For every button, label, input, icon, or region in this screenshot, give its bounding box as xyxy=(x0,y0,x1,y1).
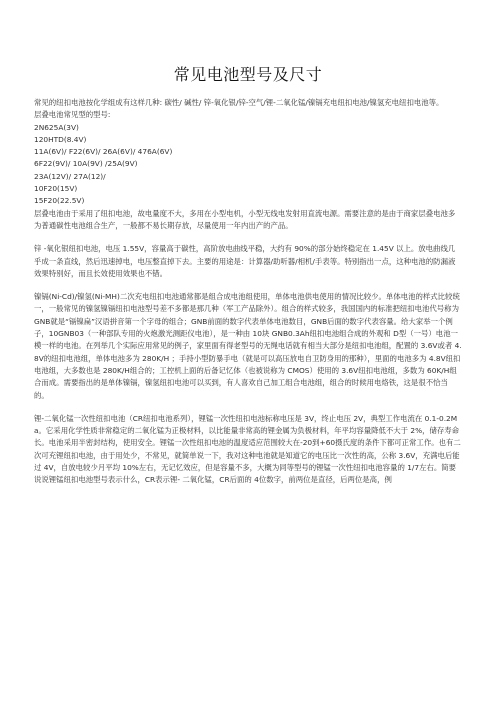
zinc-silver-paragraph: 锌 -氧化银纽扣电池，电压 1.55V，容量高于碳性，高阶放电曲线平稳，大约有 90%的部分始终稳定在 1.45V 以上。放电曲线几乎成一条直线，然后迅速掉电，电压整直掉下去。主要的用途是：计算器/助听器/相机/手表等。特别指出一点，这种电池的防漏液效果特别好，而且长效使用效果也不错。 xyxy=(34,244,456,278)
document-title: 常见电池型号及尺寸 xyxy=(173,65,323,84)
intro-paragraph: 常见的纽扣电池按化学组成有这样几种: 碳性/ 碱性/ 锌-氧化银/锌-空气/锂-二氧化锰/镍镉充电纽扣电池/镍氢充电纽扣电池等。 xyxy=(34,98,444,107)
lithium-paragraph: 锂-二氧化锰一次性纽扣电池（CR纽扣电池系列），锂锰一次性纽扣电池标称电压是 3V，终止电压 2V，典型工作电流在 0.1-0.2Ma。它采用化学性质非常稳定的二氧化锰为正极材料，以比能量非常高的锂金属为负极材料，年平均容量降低不大于 2%，储存寿命长。电池采用半密封结构，使用安全。锂锰一次性纽扣电池的温度适应范围较大在-20到+60摄氏度的条件下都可正常工作。也有二次可充锂纽扣电池，由于用处少，不常见，就简单说一下，我对这种电池就是知道它的电压比一次性的高，公称 3.6V，充满电后能过 4V，自放电较少月平均 10%左右，无记忆效应，但是容量不多，大概为同等型号的锂锰一次性纽扣电池容量的 1/7左右。简要说说锂锰纽扣电池型号表示什么，CR表示锂- 二氧化锰，CR后面的 4位数字，前两位是直径，后两位是高，例 xyxy=(34,413,461,485)
list-item: 10F20(15V) xyxy=(34,184,78,194)
list-item: 2N625A(3V) xyxy=(34,122,79,132)
stacked-heading: 层叠电池常见型的型号: xyxy=(34,110,111,120)
list-item: 23A(12V)/ 27A(12)/ xyxy=(34,171,106,181)
nicd-nimh-paragraph: 镍镉(Ni-Cd)/镍氢(Ni-MH)二次充电纽扣电池通常都是组合成电池组使用，单体电池供电使用的情况比较少。单体电池的样式比较统一，一般常见的镍氢镍镉纽扣电池型号差不多都是那几种（军工产品除外）。组合的样式较多，我国国内的标准把纽扣电池代号称为 GNB就是“镉镍扁”汉语拼音第一个字母的组合；GNB前面的数字代表单体电池数目，GNB后面的数字代表容量。给大家举一个例子，10GNB03（一种部队专用的火炮激光测距仪电池），是一种由 10块 GNB0.3Ah纽扣电池组合成的外观和 D型（一号）电池一模一样的电池。在列举几个实际应用常见的例子，家里面有得老型号的无绳电话就有相当大部分是纽扣电池组，配置的 3.6V或者 4.8V的纽扣电池组，单体电池多为 280K/H ；手持小型防暴手电（就是可以高压放电自卫防身用的那种），里面的电池多为 4.8V纽扣电池组，大多数也是 280K/H组合的；工控机上面的后备记忆体（也被说称为 CMOS）使用的 3.6V纽扣电池组，多数为 60K/H组合而成。需要指出的是单体镍镉，镍氢纽扣电池可以买到，有人喜欢自己加工组合电池组，组合的时候用电烙铁，这是很不恰当的。 xyxy=(34,292,462,400)
list-item: 6F22(9V)/ 10A(9V) /25A(9V) xyxy=(34,159,138,169)
stacked-models-list xyxy=(34,122,462,208)
list-item: 15F20(22.5V) xyxy=(34,196,85,206)
stacked-note-paragraph: 层叠电池由于采用了纽扣电池，故电量度不大，多用在小型电机，小型无线电发射用直流电源。需要注意的是由于商家层叠电池多为普通碳性电池组合生产，一般都不易长期存放，尽量使用一年内出产的产品。 xyxy=(34,208,456,230)
list-item: 120HTD(8.4V) xyxy=(34,134,87,144)
list-item: 11A(6V)/ F22(6V)/ 26A(6V)/ 476A(6V) xyxy=(34,147,173,157)
document-body xyxy=(34,97,462,487)
